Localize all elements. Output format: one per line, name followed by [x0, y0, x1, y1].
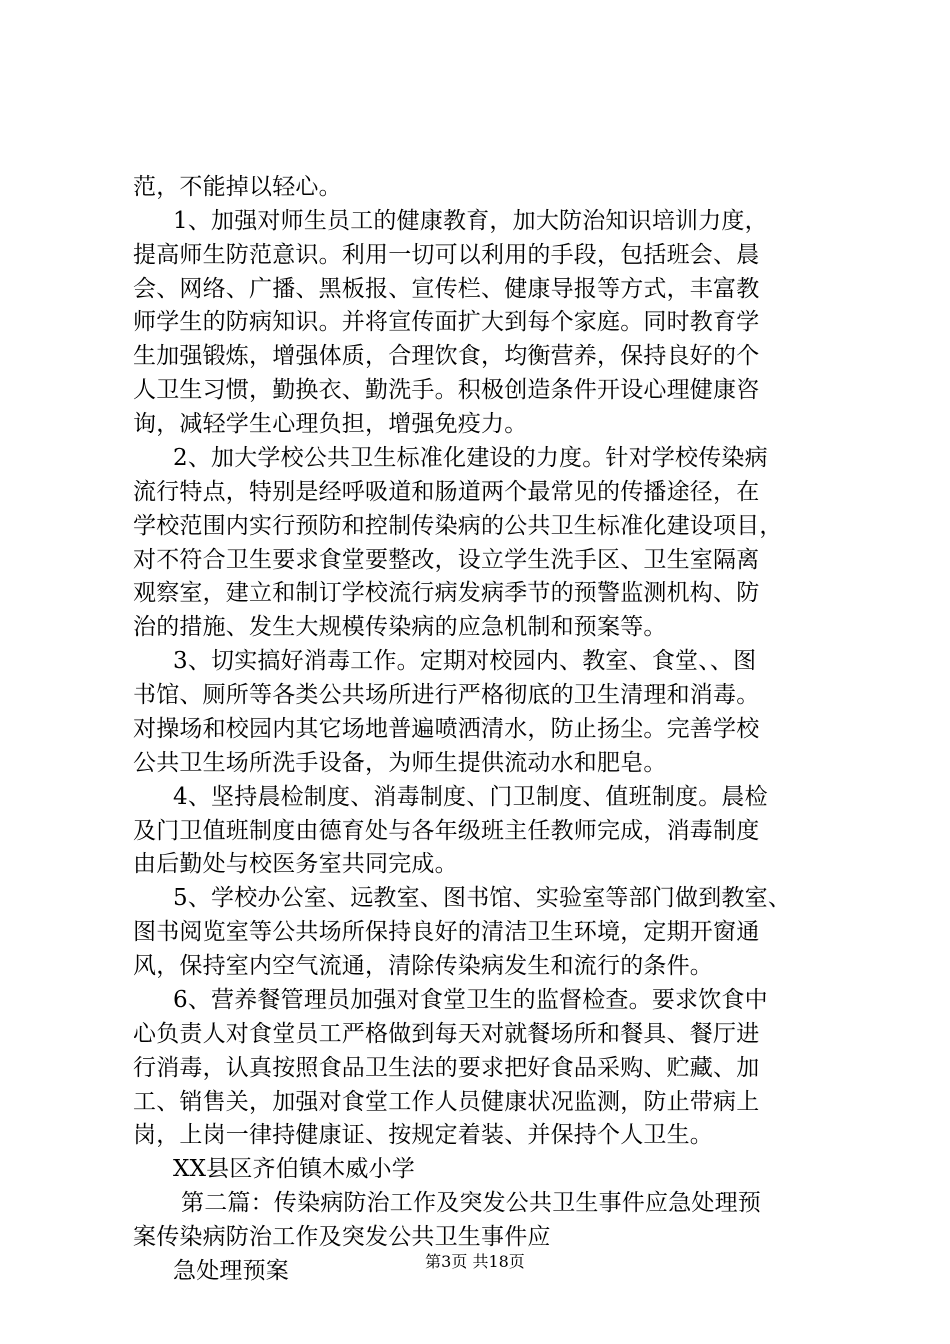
paragraph-line: 及门卫值班制度由德育处与各年级班主任教师完成，消毒制度 [133, 818, 760, 844]
paragraph-line: 4、坚持晨检制度、消毒制度、门卫制度、值班制度。晨检 [173, 784, 768, 810]
paragraph-line: 生加强锻炼，增强体质，合理饮食，均衡营养，保持良好的个 [133, 343, 760, 369]
page-footer: 第3页 共18页 [425, 1252, 525, 1271]
paragraph-line: 3、切实搞好消毒工作。定期对校园内、教室、食堂、、图 [173, 648, 757, 674]
paragraph-line: 观察室，建立和制订学校流行病发病季节的预警监测机构、防 [133, 580, 760, 606]
paragraph-line: 心负责人对食堂员工严格做到每天对就餐场所和餐具、餐厅进 [133, 1021, 760, 1047]
paragraph-line: 提高师生防范意识。利用一切可以利用的手段，包括班会、晨 [133, 242, 760, 268]
paragraph-line: 工、销售关，加强对食堂工作人员健康状况监测，防止带病上 [133, 1089, 760, 1115]
paragraph-line: 岗，上岗一律持健康证、按规定着装、并保持个人卫生。 [133, 1122, 713, 1148]
paragraph-line: 师学生的防病知识。并将宣传面扩大到每个家庭。同时教育学 [133, 309, 760, 335]
paragraph-line: 图书阅览室等公共场所保持良好的清洁卫生环境，定期开窗通 [133, 919, 760, 945]
paragraph-line: 会、网络、广播、黑板报、宣传栏、健康导报等方式，丰富教 [133, 276, 760, 302]
section-heading-line: 急处理预案 [173, 1258, 289, 1284]
paragraph-line: 书馆、厕所等各类公共场所进行严格彻底的卫生清理和消毒。 [133, 682, 760, 708]
paragraph-line: 人卫生习惯，勤换衣、勤洗手。积极创造条件开设心理健康咨 [133, 377, 760, 403]
paragraph-line: 对操场和校园内其它场地普遍喷洒清水，防止扬尘。完善学校 [133, 716, 760, 742]
school-name: XX县区齐伯镇木威小学 [173, 1156, 415, 1182]
paragraph-line: 2、加大学校公共卫生标准化建设的力度。针对学校传染病 [173, 445, 768, 471]
paragraph-line: 治的措施、发生大规模传染病的应急机制和预案等。 [133, 614, 667, 640]
paragraph-line: 公共卫生场所洗手设备，为师生提供流动水和肥皂。 [133, 750, 667, 776]
paragraph-line: 由后勤处与校医务室共同完成。 [133, 851, 458, 877]
paragraph-line: 风，保持室内空气流通，清除传染病发生和流行的条件。 [133, 953, 713, 979]
paragraph-line: 5、学校办公室、远教室、图书馆、实验室等部门做到教室、 [173, 885, 792, 911]
paragraph-line: 询，减轻学生心理负担，增强免疫力。 [133, 411, 528, 437]
paragraph-line: 流行特点，特别是经呼吸道和肠道两个最常见的传播途径，在 [133, 479, 760, 505]
paragraph-line: 行消毒，认真按照食品卫生法的要求把好食品采购、贮藏、加 [133, 1055, 760, 1081]
section-heading-line: 案传染病防治工作及突发公共卫生事件应 [133, 1224, 551, 1250]
paragraph-line: 范，不能掉以轻心。 [133, 174, 342, 200]
paragraph-line: 学校范围内实行预防和控制传染病的公共卫生标准化建设项目， [133, 513, 783, 539]
paragraph-line: 1、加强对师生员工的健康教育，加大防治知识培训力度， [173, 208, 768, 234]
section-heading-line: 第二篇：传染病防治工作及突发公共卫生事件应急处理预 [181, 1190, 761, 1216]
paragraph-line: 对不符合卫生要求食堂要整改，设立学生洗手区、卫生室隔离 [133, 547, 760, 573]
paragraph-line: 6、营养餐管理员加强对食堂卫生的监督检查。要求饮食中 [173, 987, 768, 1013]
